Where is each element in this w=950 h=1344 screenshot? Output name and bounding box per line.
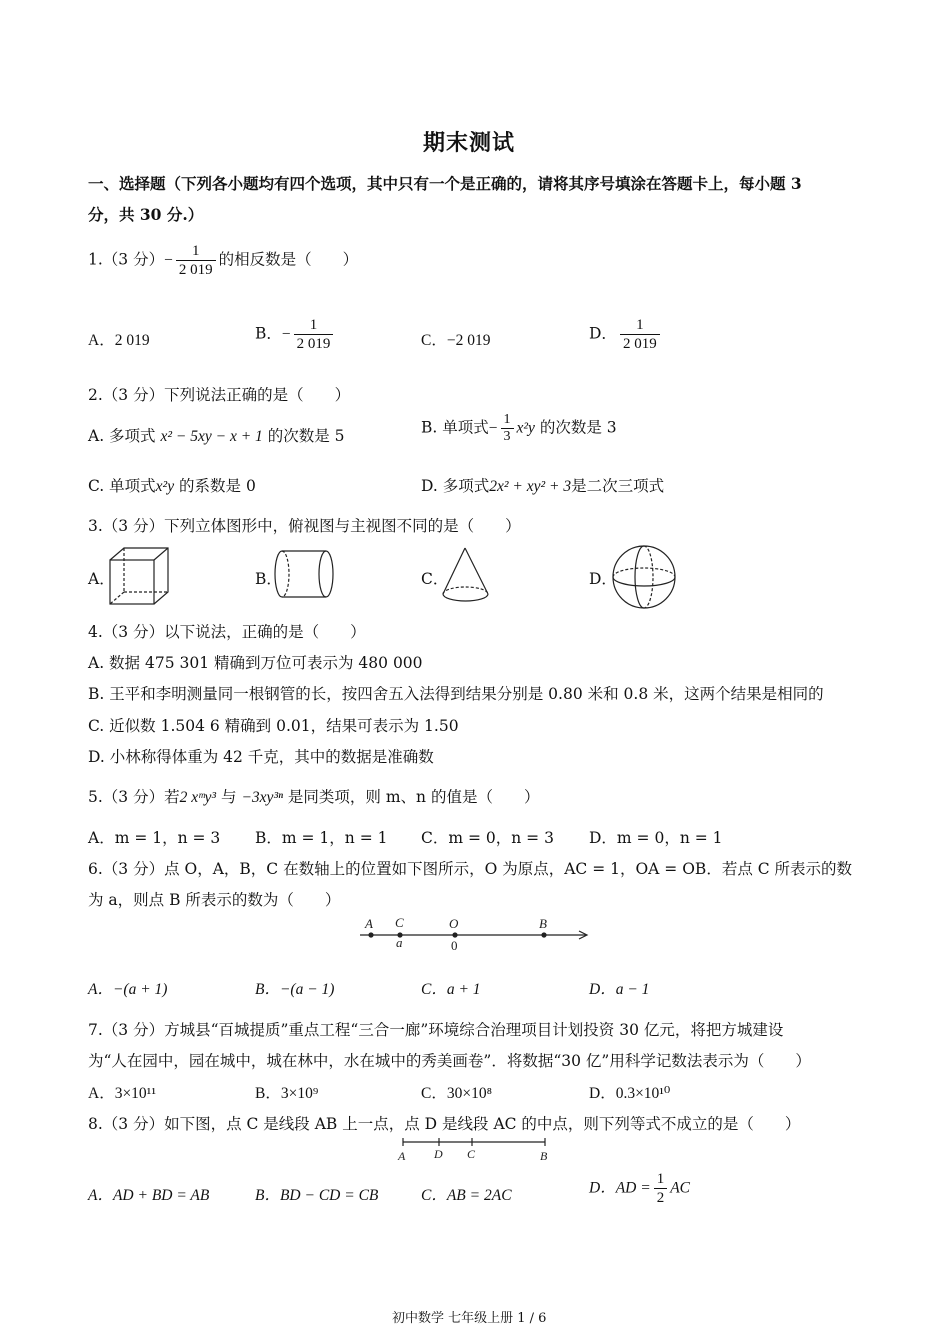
fraction: $\frac{1}{2}$ [654,1170,668,1207]
question-7-option-d: D．0.3×10¹⁰ [589,1085,671,1102]
cube-figure [108,546,170,606]
label-c: C [395,915,404,930]
question-8-stem: 8.（3 分）如下图，点 C 是线段 AB 上一点，点 D 是线段 AC 的中点，则下列等式不成立的是（ ） [88,1115,801,1133]
fraction: $\frac{1}{2 019}$ [294,316,334,353]
question-7-stem-line2: 为“人在园中，园在城中，城在林中，水在城中的秀美画卷”．将数据“30 亿”用科学记数法表示为（ ） [88,1052,811,1070]
question-2-option-c: C. 单项式x²y 的系数是 0 [88,477,256,495]
question-4-option-d: D. 小林称得体重为 42 千克，其中的数据是准确数 [88,748,434,766]
question-5-option-a: A．m = 1，n = 3 [88,829,221,847]
fraction: $\frac{1}{3}$ [501,412,514,445]
question-1-option-b: B．− $\frac{1}{2 019}$ [255,316,336,353]
question-4-stem: 4.（3 分）以下说法，正确的是（ ） [88,623,366,641]
question-8-option-c: C．AB = 2AC [421,1187,512,1204]
sphere-figure [611,544,677,610]
section-header-line2: 分，共 30 分.） [88,205,204,224]
question-7-option-c: C．30×10⁸ [421,1085,492,1102]
label-o: O [449,916,459,931]
question-6-stem-line1: 6.（3 分）点 O，A，B，C 在数轴上的位置如下图所示，O 为原点，AC = 1，OA = OB．若点 C 所表示的数 [88,860,853,878]
question-3-option-b: B． [255,570,282,588]
question-6-option-b: B．−(a − 1) [255,981,335,998]
question-2-option-d: D. 多项式2x² + xy² + 3是二次三项式 [421,477,665,495]
question-7-option-b: B．3×10⁹ [255,1085,319,1102]
number-line-figure [358,915,590,955]
cone-figure [440,546,494,606]
question-4-option-a: A. 数据 475 301 精确到万位可表示为 480 000 [88,654,423,672]
label-b: B [539,916,547,931]
segment-figure [395,1136,555,1164]
label-d: D [434,1147,443,1161]
question-8-option-a: A．AD + BD = AB [88,1187,210,1204]
point-o [452,932,457,937]
page-footer: 初中数学 七年级上册 1 / 6 [392,1311,547,1326]
question-2-option-b: B. 单项式− $\frac{1}{3}$ x²y 的次数是 3 [421,412,617,444]
question-5-option-b: B．m = 1，n = 1 [255,829,388,847]
question-8-option-d: D．AD = $\frac{1}{2}$ AC [589,1171,691,1206]
question-3-option-d: D． [589,570,617,588]
question-7-stem-line1: 7.（3 分）方城县“百城提质”重点工程“三合一廊”环境综合治理项目计划投资 30 亿元，将把方城建设 [88,1021,784,1039]
question-7-option-a: A．3×10¹¹ [88,1085,156,1102]
point-a [368,932,373,937]
question-3-stem: 3.（3 分）下列立体图形中，俯视图与主视图不同的是（ ） [88,517,521,535]
question-5-stem: 5.（3 分）若2 xᵐy³ 与 −3xy³ⁿ 是同类项，则 m、n 的值是（ ） [88,788,540,806]
question-8-option-b: B．BD − CD = CB [255,1187,379,1204]
question-5-option-d: D．m = 0，n = 1 [589,829,723,847]
fraction: $\frac{1}{2 019}$ [176,242,216,279]
question-3-option-a: A． [88,570,115,588]
cylinder-figure [274,548,336,600]
question-2-option-a: A. 多项式 x² − 5xy − x + 1 的次数是 5 [88,427,345,445]
label-a-value: a [396,935,403,950]
question-1-option-a: A．2 019 [88,332,150,349]
label-a: A [398,1149,406,1163]
question-2-stem: 2.（3 分）下列说法正确的是（ ） [88,386,351,404]
question-4-option-b: B. 王平和李明测量同一根钢管的长，按四舍五入法得到结果分别是 0.80 米和 0.8 米，这两个结果是相同的 [88,685,824,703]
question-6-stem-line2: 为 a，则点 B 所表示的数为（ ） [88,891,341,909]
label-c: C [467,1147,476,1161]
question-1-option-c: C．−2 019 [421,332,491,349]
point-b [541,932,546,937]
fraction: $\frac{1}{2 019}$ [620,316,660,353]
question-3-option-c: C． [421,570,449,588]
question-1-option-d: D． $\frac{1}{2 019}$ [589,316,663,353]
question-6-option-d: D．a − 1 [589,981,650,998]
label-zero: 0 [451,938,458,953]
question-1-stem: 1.（3 分）− $\frac{1}{2 019}$ 的相反数是（ ） [88,243,359,278]
question-5-option-c: C．m = 0，n = 3 [421,829,554,847]
section-header-line1: 一、选择题（下列各小题均有四个选项，其中只有一个是正确的，请将其序号填涂在答题卡上，每小题 3 [88,174,802,193]
label-a: A [365,916,373,931]
question-6-option-a: A．−(a + 1) [88,981,168,998]
label-b: B [540,1149,548,1163]
question-4-option-c: C. 近似数 1.504 6 精确到 0.01，结果可表示为 1.50 [88,717,459,735]
question-6-option-c: C．a + 1 [421,981,481,998]
page-title: 期末测试 [423,130,516,156]
